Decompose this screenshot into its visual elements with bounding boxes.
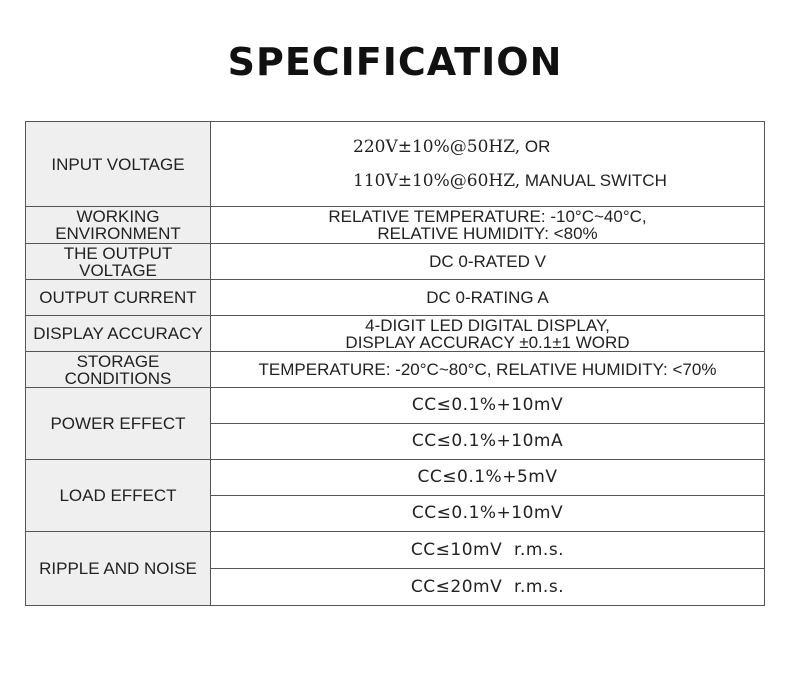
table-row <box>26 244 765 280</box>
ripple-noise-value-2: CC≤20mV r.m.s. <box>211 569 765 606</box>
working-environment-label-line1: WORKING <box>76 207 160 226</box>
storage-conditions-value: TEMPERATURE: -20°C~80°C, RELATIVE HUMIDITY: <70% <box>211 352 765 388</box>
table-row <box>26 207 765 244</box>
display-accuracy-value-line2: DISPLAY ACCURACY ±0.1±1 WORD <box>345 332 630 352</box>
output-current-value: DC 0-RATING A <box>211 280 765 316</box>
output-voltage-label-line2: VOLTAGE <box>79 260 157 280</box>
working-environment-label <box>26 207 211 244</box>
working-environment-value-line2: RELATIVE HUMIDITY: <80% <box>377 224 598 243</box>
ripple-noise-label: RIPPLE AND NOISE <box>26 532 211 606</box>
power-effect-value-1: CC≤0.1%+10mV <box>211 388 765 424</box>
output-current-label: OUTPUT CURRENT <box>26 280 211 316</box>
table-row <box>26 388 765 424</box>
working-environment-value-line1: RELATIVE TEMPERATURE: -10°C~40°C, <box>328 207 647 226</box>
table-row <box>26 532 765 569</box>
table-row <box>26 352 765 388</box>
display-accuracy-label: DISPLAY ACCURACY <box>26 316 211 352</box>
input-voltage-110: 110V±10%@60HZ, <box>353 171 521 191</box>
ripple-noise-value-1: CC≤10mV r.m.s. <box>211 532 765 569</box>
table-row <box>26 316 765 352</box>
table-row <box>26 280 765 316</box>
storage-conditions-label <box>26 352 211 388</box>
display-accuracy-value <box>211 316 765 352</box>
input-voltage-label: INPUT VOLTAGE <box>26 122 211 207</box>
output-voltage-label <box>26 244 211 280</box>
table-row <box>26 460 765 496</box>
load-effect-label: LOAD EFFECT <box>26 460 211 532</box>
input-voltage-switch: MANUAL SWITCH <box>520 171 667 190</box>
input-voltage-or: OR <box>520 137 551 156</box>
input-voltage-220: 220V±10%@50HZ, <box>353 137 521 157</box>
load-effect-value-1: CC≤0.1%+5mV <box>211 460 765 496</box>
storage-conditions-label-line1: STORAGE <box>76 351 160 371</box>
power-effect-value-2: CC≤0.1%+10mA <box>211 424 765 460</box>
load-effect-value-2: CC≤0.1%+10mV <box>211 496 765 532</box>
power-effect-label: POWER EFFECT <box>26 388 211 460</box>
working-environment-value <box>211 207 765 244</box>
table-row <box>26 122 765 207</box>
output-voltage-value: DC 0-RATED V <box>211 244 765 280</box>
page-title: SPECIFICATION <box>227 40 563 84</box>
specification-table <box>25 121 765 606</box>
display-accuracy-value-line1: 4-DIGIT LED DIGITAL DISPLAY, <box>365 315 610 335</box>
storage-conditions-label-line2: CONDITIONS <box>64 368 172 388</box>
input-voltage-value <box>211 122 765 207</box>
output-voltage-label-line1: THE OUTPUT <box>63 243 173 263</box>
working-environment-label-line2: ENVIRONMENT <box>55 224 181 243</box>
